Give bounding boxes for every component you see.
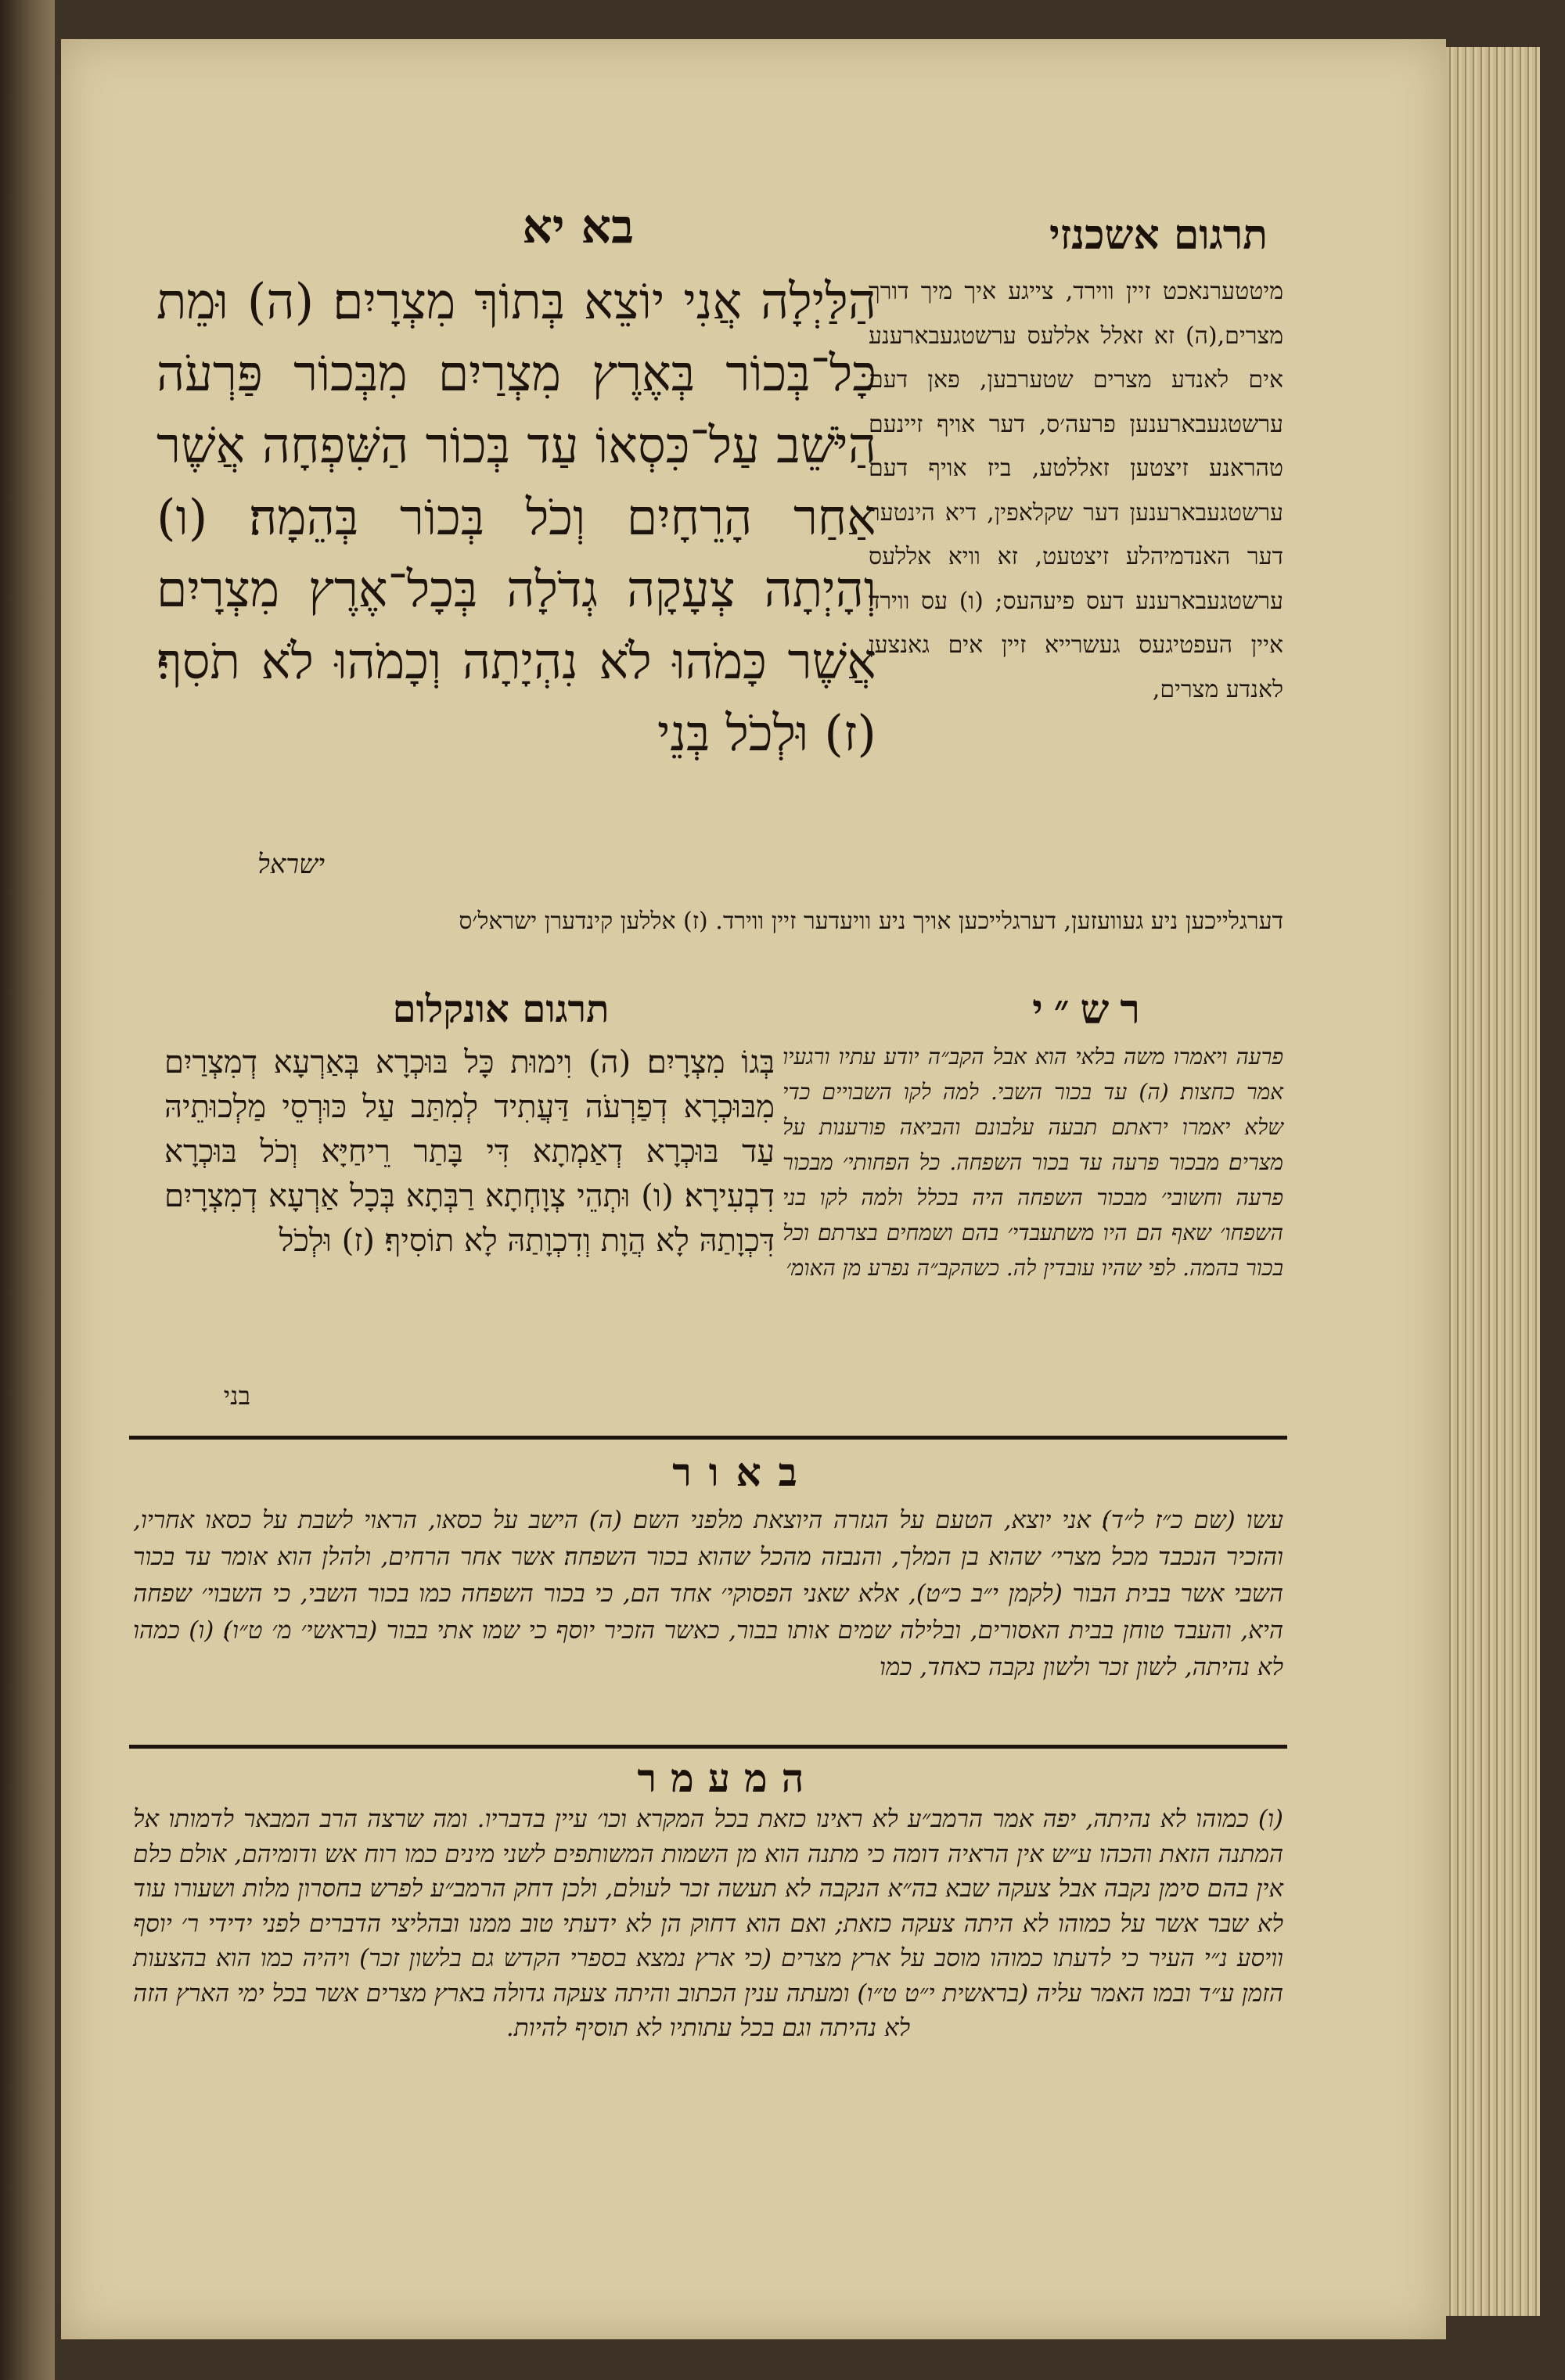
rashi-text: פרעה ויאמרו משה בלאי הוא אבל הקב״ה יודע עתיו ורגעיו אמר כחצות׃ (ה) עד בכור השבי. למה לקו השבויים כדי שלא יאמרו יראתם תבעה עלבונם והביאה פורענות על מצרים׃ מבכור פרעה עד בכור השפחה. כל הפחותי׳ מבכור פרעה וחשובי׳ מבכור השפחה היה בכלל ולמה לקו בני השפחו׳ שאף הם היו משתעבדי׳ בהם ושמחים בצרתם׃ וכל בכור בהמה. לפי שהיו עובדין לה. כשהקב״ה נפרע מן האומ׳ xyxy=(782,1044,1283,1281)
bible-catchword: ישראל xyxy=(257,849,325,880)
onkelos-catchword: בני xyxy=(223,1381,250,1411)
book-spine xyxy=(0,0,55,2380)
section-divider xyxy=(129,1745,1287,1749)
targum-ashkenazi-text: מיטטערנאכט זיין ווירד, צייגע איך מיך דורך מצרים,(ה) זא זאלל אללעס ערשטגעבארענע אים לאנדע מצרים שטערבען, פאן דעם ערשטגעבארענען פרעה׳ס, דער אויף זיינעם טהראנע זיצטען זאללטע, ביז אויף דעם ערשטגעבארענען דער שקלאפין, דיא הינטער דער האנדמיהלע זיצטעט, זא וויא אללעס ערשטגעבארענע דעס פיעהעס; (ו) עס ווירד איין העפטיגעס געשרייא זיין אים גאנצען לאנדע מצרים, xyxy=(869,278,1283,703)
targum-onkelos-header: תרגום אונקלום xyxy=(392,987,610,1031)
section-divider xyxy=(129,1436,1287,1440)
verse-reference: בא יא xyxy=(522,200,634,254)
hameasef-header: המעמר xyxy=(637,1755,818,1801)
biur-text: עשו (שם כ״ז ל״ד)׃ אני יוצא, הטעם על הגזרה היוצאת מלפני השם׃ (ה) הישב על כסאו, הראוי לשבת על כסאו אחריו, והזכיר הנכבד מכל מצרי׳ שהוא בן המלך, והנבזה מהכל שהוא בכור השפחה׃ אשר אחר הרחים, ולהלן הוא אומר עד בכור השבי אשר בבית הבור (לקמן י״ב כ״ט), אלא שאני הפסוקי׳ אחד הם, כי בכור השפחה כמו בכור השבי, כי השבוי׳ שפחה היא, והעבד טוחן בבית האסורים, ובלילה שמים אותו בבור, כאשר הזכיר יוסף כי שמו אתי בבור (בראשי׳ מ׳ ט״ו)׃ (ו) כמהו לא נהיתה, לשון זכר ולשון נקבה כאחד, כמו xyxy=(133,1506,1283,1681)
targum-ashkenazi-tail: דערגלייכען ניע געוועזען, דערגלייכען אויך ניע וויעדער זיין ווירד. (ז) אללען קינדערן ישראל׳ס xyxy=(459,908,1283,935)
hameasef-text: (ו) כמוהו לא נהיתה, יפה אמר הרמב״ע לא ראינו כזאת בכל המקרא וכו׳ עיין בדבריו. ומה שרצה הרב המבאר לדמותו אל המתנה הזאת והכהו ע״ש אין הראיה דומה כי מתנה הוא מן השמות המשותפים לשני מינים כמו רוח אש ודומיהם, אולם כלם אין בהם סימן נקבה אבל צעקה שבא בה״א הנקבה לא תעשה זכר לעולם, ולכן דחק הרמב״ע לפרש בחסרון מלות ושעורו עוד לא שבר אשר על כמוהו לא היתה צעקה כזאת; ואם הוא דחוק הן לא ידעתי טוב ממנו ובהליצי הדברים לפני ידידי ר׳ יוסף וויסע נ״י העיר כי לדעתו כמוהו מוסב על ארץ מצרים (כי ארץ נמצא בספרי הקדש גם בלשון זכר) ויהיה כמו הוא בהצעות הזמן ע״ד ובמו האמר עליה (בראשית י״ט ט״ו) ומעתה ענין הכתוב והיתה צעקה גדולה בארץ מצרים אשר בכל ימי הארץ הזה לא נהיתה וגם בכל עתותיו לא תוסיף להיות. xyxy=(133,1805,1283,2042)
targum-ashkenazi-header: תרגום אשכנזי xyxy=(1049,211,1268,259)
bible-text: הַלַּיְלָה אֲנִי יוֹצֵא בְּתוֹךְ מִצְרָיִם׃ (ה) וּמֵת כָּל־בְּכוֹר בְּאֶרֶץ מִצְרַיִם מִבְּכוֹר פַּרְעֹה הַיֹּשֵׁב עַל־כִּסְאוֹ עַד בְּכוֹר הַשִּׁפְחָה אֲשֶׁר אַחַר הָרֵחָיִם וְכֹל בְּכוֹר בְּהֵמָה׃ (ו) וְהָיְתָה צְעָקָה גְדֹלָה בְּכָל־אֶרֶץ מִצְרָיִם אֲשֶׁר כָּמֹהוּ לֹא נִהְיָתָה וְכָמֹהוּ לֹא תֹסִף׃ (ז) וּלְכֹל בְּנֵי xyxy=(156,273,876,762)
page-edges xyxy=(1446,47,1540,2316)
biur-header: באור xyxy=(672,1449,815,1495)
targum-onkelos-text: בְּגוֹ מִצְרָיִם׃ (ה) וִימוּת כָּל בּוּכְרָא בְּאַרְעָא דְמִצְרַיִם מִבּוּכְרָא דְפַרְעֹה דַּעֲתִיד לְמִתַּב עַל כּוּרְסֵי מַלְכוּתֵיהּ עַד בּוּכְרָא דְאַמְתָא דִּי בָּתַר רֵיחַיָּא וְכֹל בּוּכְרָא דִבְעִירָא׃ (ו) וּתְהֵי צְוָחְתָא רַבְּתָא בְּכָל אַרְעָא דְמִצְרָיִם דִּכְוָתַהּ לָא הֲוָת וְדִכְוָתַהּ לָא תוֹסִיף׃ (ז) וּלְכֹל xyxy=(164,1044,775,1259)
rashi-header: רש״י xyxy=(1032,986,1151,1034)
